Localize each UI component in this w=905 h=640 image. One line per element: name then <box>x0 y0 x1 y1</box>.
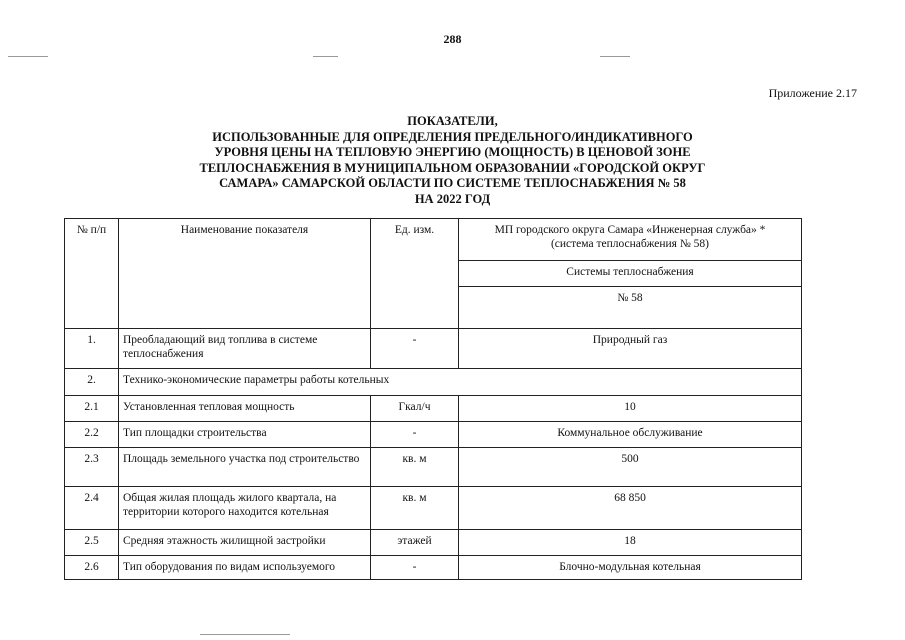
header-system-no: № 58 <box>459 287 802 329</box>
row-name: Общая жилая площадь жилого квартала, на территории которого находится котельная <box>119 487 371 530</box>
row-num: 2.4 <box>65 487 119 530</box>
row-name: Тип площадки строительства <box>119 422 371 448</box>
row-value: Коммунальное обслуживание <box>459 422 802 448</box>
row-value: 10 <box>459 396 802 422</box>
title-line: ИСПОЛЬЗОВАННЫЕ ДЛЯ ОПРЕДЕЛЕНИЯ ПРЕДЕЛЬНОГО/ИНДИКАТИВНОГО <box>212 129 693 144</box>
row-value: 68 850 <box>459 487 802 530</box>
title-line: ТЕПЛОСНАБЖЕНИЯ В МУНИЦИПАЛЬНОМ ОБРАЗОВАНИИ «ГОРОДСКОЙ ОКРУГ <box>199 160 706 175</box>
table-header-row <box>65 219 802 261</box>
row-num: 2.2 <box>65 422 119 448</box>
table-row <box>65 396 802 422</box>
table-row <box>65 329 802 369</box>
row-unit: - <box>371 422 459 448</box>
table-row <box>65 448 802 487</box>
row-value: 18 <box>459 530 802 556</box>
document-title <box>120 114 785 207</box>
row-num: 2.6 <box>65 556 119 580</box>
header-org-line1: МП городского округа Самара «Инженерная служба» * <box>494 224 766 236</box>
row-unit: этажей <box>371 530 459 556</box>
row-unit: кв. м <box>371 448 459 487</box>
table-row <box>65 422 802 448</box>
table-row <box>65 487 802 530</box>
row-value: 500 <box>459 448 802 487</box>
indicators-table <box>64 218 802 580</box>
row-unit: кв. м <box>371 487 459 530</box>
row-num: 1. <box>65 329 119 369</box>
title-line: САМАРА» САМАРСКОЙ ОБЛАСТИ ПО СИСТЕМЕ ТЕПЛОСНАБЖЕНИЯ № 58 <box>219 176 686 190</box>
scan-artifact <box>200 634 290 635</box>
header-unit: Ед. изм. <box>371 219 459 329</box>
row-name: Тип оборудования по видам используемого <box>119 556 371 580</box>
title-line: НА 2022 ГОД <box>414 191 491 206</box>
row-num: 2. <box>65 369 119 396</box>
row-name: Преобладающий вид топлива в системе теплоснабжения <box>119 329 371 369</box>
row-name: Площадь земельного участка под строительство <box>119 448 371 487</box>
scan-artifact <box>8 56 48 57</box>
row-num: 2.1 <box>65 396 119 422</box>
row-unit: - <box>371 329 459 369</box>
scan-artifact <box>600 56 630 57</box>
header-org <box>459 219 802 261</box>
header-systems: Системы теплоснабжения <box>459 261 802 287</box>
row-name: Установленная тепловая мощность <box>119 396 371 422</box>
row-name: Средняя этажность жилищной застройки <box>119 530 371 556</box>
row-num: 2.3 <box>65 448 119 487</box>
row-unit: Гкал/ч <box>371 396 459 422</box>
scan-artifact <box>313 56 338 57</box>
table-row <box>65 556 802 580</box>
row-value: Блочно-модульная котельная <box>459 556 802 580</box>
page-number: 288 <box>443 32 462 46</box>
title-line: ПОКАЗАТЕЛИ, <box>407 114 498 128</box>
header-name: Наименование показателя <box>119 219 371 329</box>
table-row <box>65 530 802 556</box>
appendix-label: Приложение 2.17 <box>768 86 857 100</box>
header-org-line2: (система теплоснабжения № 58) <box>550 238 710 250</box>
title-line: УРОВНЯ ЦЕНЫ НА ТЕПЛОВУЮ ЭНЕРГИЮ (МОЩНОСТЬ) В ЦЕНОВОЙ ЗОНЕ <box>214 145 691 159</box>
row-num: 2.5 <box>65 530 119 556</box>
row-value: Природный газ <box>459 329 802 369</box>
table-row <box>65 369 802 396</box>
header-num: № п/п <box>65 219 119 329</box>
row-section-name: Технико-экономические параметры работы котельных <box>119 369 802 396</box>
row-unit: - <box>371 556 459 580</box>
